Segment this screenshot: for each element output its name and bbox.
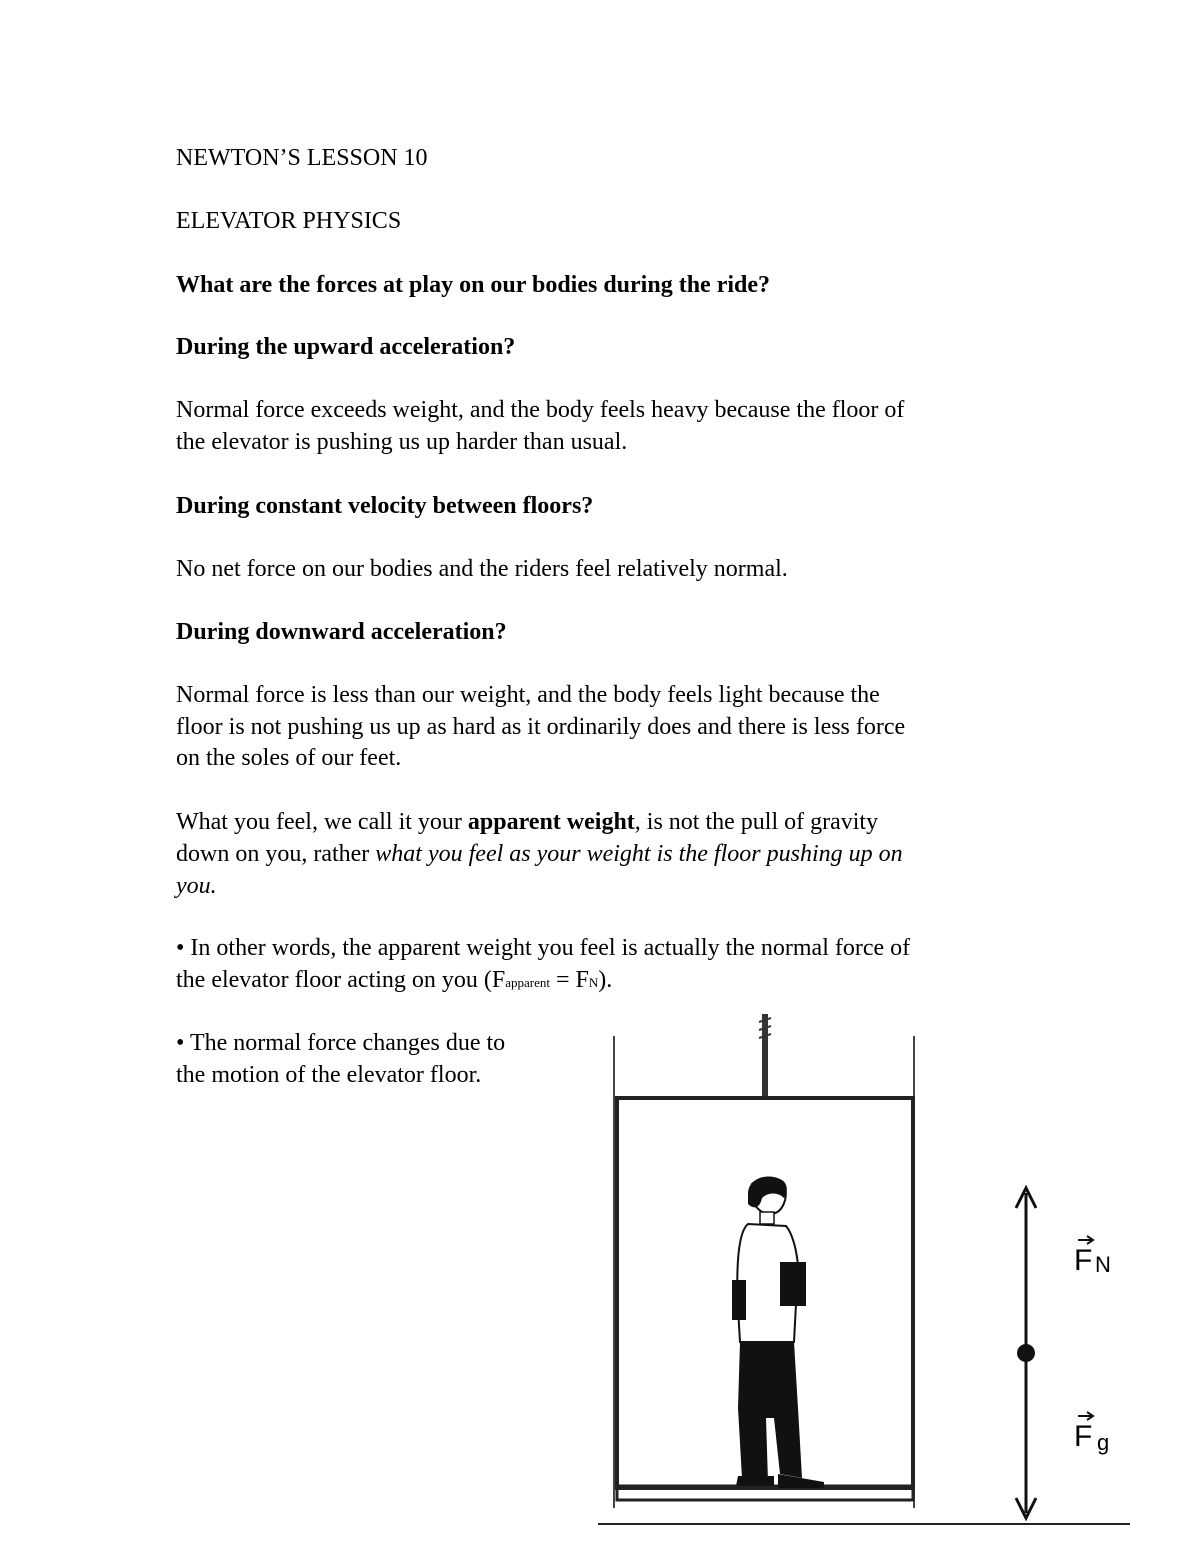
fg-subscript: g <box>1097 1430 1110 1455</box>
bullet-1-line-1: • In other words, the apparent weight you feel is actually the normal force of <box>176 935 911 961</box>
apparent-weight-line-3: you. <box>176 873 217 899</box>
elevator-diagram <box>598 1008 1143 1538</box>
q2-heading: During constant velocity between floors? <box>176 493 594 519</box>
person-icon <box>732 1176 824 1488</box>
topic-title: ELEVATOR PHYSICS <box>176 208 402 234</box>
apparent-text-1: What you feel, we call it your <box>176 809 468 835</box>
body-point <box>1017 1344 1035 1362</box>
bullet-2-line-2: the motion of the elevator floor. <box>176 1062 482 1088</box>
fn-subscript: N <box>1095 1252 1111 1277</box>
equals-f: = F <box>550 967 589 993</box>
q3-answer-line-3: on the soles of our feet. <box>176 745 402 771</box>
cable-coil <box>759 1018 771 1038</box>
bullet-1-close: ). <box>598 967 613 993</box>
lesson-title: NEWTON’S LESSON 10 <box>176 145 428 171</box>
fn-letter: F <box>1074 1244 1093 1277</box>
q1-answer-line-1: Normal force exceeds weight, and the body feels heavy because the floor of <box>176 397 905 423</box>
apparent-text-3: down on you, rather <box>176 841 376 867</box>
q1-heading: During the upward acceleration? <box>176 334 516 360</box>
q3-heading: During downward acceleration? <box>176 619 507 645</box>
bullet-2-line-1: • The normal force changes due to <box>176 1030 506 1056</box>
subscript-apparent: apparent <box>505 975 551 990</box>
bullet-1-text: the elevator floor acting on you (F <box>176 967 506 993</box>
main-question: What are the forces at play on our bodies during the ride? <box>176 272 771 298</box>
gravity-force-label <box>1074 1412 1109 1455</box>
q1-answer-line-2: the elevator is pushing us up harder than usual. <box>176 429 628 455</box>
apparent-weight-line-1 <box>176 806 878 838</box>
normal-force-label <box>1074 1236 1111 1277</box>
q2-answer: No net force on our bodies and the riders feel relatively normal. <box>176 556 788 582</box>
subscript-n: N <box>588 975 599 990</box>
q3-answer-line-1: Normal force is less than our weight, and the body feels light because the <box>176 682 880 708</box>
elevator-figure <box>598 1008 1143 1538</box>
q3-answer-line-2: floor is not pushing us up as hard as it ordinarily does and there is less force <box>176 714 906 740</box>
bullet-1-line-2 <box>176 964 612 999</box>
fg-letter: F <box>1074 1420 1093 1453</box>
apparent-weight-term: apparent weight <box>467 809 635 835</box>
apparent-text-2: , is not the pull of gravity <box>634 809 879 835</box>
book-icon <box>780 1262 806 1306</box>
apparent-italic-1: what you feel as your weight is the floor pushing up on <box>375 841 903 867</box>
apparent-weight-line-2 <box>176 838 903 870</box>
